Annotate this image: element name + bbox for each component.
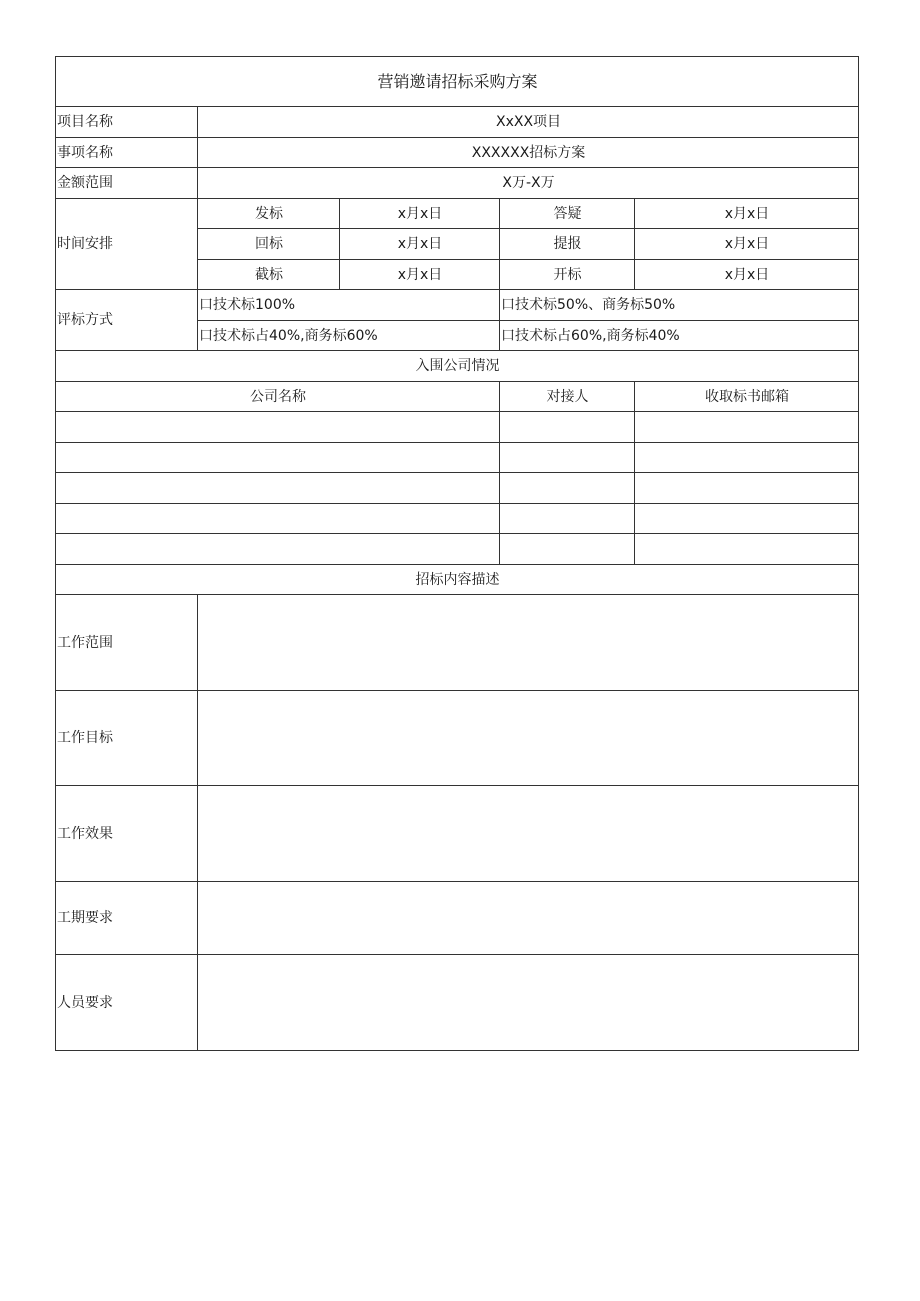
project-label: 项目名称 (56, 107, 198, 138)
evaluation-option[interactable]: 口技术标100% (198, 290, 500, 321)
content-section-title: 招标内容描述 (56, 565, 859, 595)
column-header-contact: 对接人 (500, 382, 635, 412)
evaluation-option[interactable]: 口技术标占60%,商务标40% (500, 321, 859, 351)
content-label: 工期要求 (56, 882, 198, 955)
evaluation-option[interactable]: 口技术标占40%,商务标60% (198, 321, 500, 351)
company-cell[interactable] (56, 534, 500, 565)
content-title-row (56, 565, 859, 595)
procurement-plan-form (55, 56, 859, 1051)
schedule-item-label: 提报 (500, 229, 635, 260)
amount-value[interactable]: X万-X万 (198, 168, 859, 199)
content-label: 工作目标 (56, 691, 198, 786)
schedule-date[interactable]: x月x日 (340, 199, 500, 229)
schedule-date[interactable]: x月x日 (340, 260, 500, 290)
contact-cell[interactable] (500, 504, 635, 534)
schedule-row (56, 199, 859, 229)
schedule-label: 时间安排 (56, 199, 198, 290)
contact-cell[interactable] (500, 443, 635, 473)
contact-cell[interactable] (500, 412, 635, 443)
table-row (56, 504, 859, 534)
schedule-item-label: 发标 (198, 199, 340, 229)
content-row (56, 955, 859, 1051)
email-cell[interactable] (635, 534, 859, 565)
amount-label: 金额范围 (56, 168, 198, 199)
matter-value[interactable]: XXXXXX招标方案 (198, 138, 859, 168)
content-row (56, 786, 859, 882)
column-header-company: 公司名称 (56, 382, 500, 412)
company-cell[interactable] (56, 443, 500, 473)
company-cell[interactable] (56, 504, 500, 534)
project-value[interactable]: XxXX项目 (198, 107, 859, 138)
schedule-date[interactable]: x月x日 (635, 260, 859, 290)
schedule-date[interactable]: x月x日 (635, 199, 859, 229)
matter-row (56, 138, 859, 168)
content-value[interactable] (198, 882, 859, 955)
content-row (56, 595, 859, 691)
table-row (56, 412, 859, 443)
amount-row (56, 168, 859, 199)
title-row (56, 57, 859, 107)
content-value[interactable] (198, 786, 859, 882)
shortlist-title-row (56, 351, 859, 382)
content-row (56, 691, 859, 786)
table-row (56, 473, 859, 504)
matter-label: 事项名称 (56, 138, 198, 168)
email-cell[interactable] (635, 504, 859, 534)
shortlist-header-row (56, 382, 859, 412)
email-cell[interactable] (635, 412, 859, 443)
content-label: 人员要求 (56, 955, 198, 1051)
evaluation-label: 评标方式 (56, 290, 198, 351)
schedule-item-label: 开标 (500, 260, 635, 290)
contact-cell[interactable] (500, 534, 635, 565)
email-cell[interactable] (635, 443, 859, 473)
column-header-email: 收取标书邮箱 (635, 382, 859, 412)
content-value[interactable] (198, 955, 859, 1051)
shortlist-section-title: 入围公司情况 (56, 351, 859, 382)
company-cell[interactable] (56, 473, 500, 504)
table-row (56, 443, 859, 473)
content-value[interactable] (198, 691, 859, 786)
form-title: 营销邀请招标采购方案 (56, 57, 859, 107)
table-row (56, 534, 859, 565)
company-cell[interactable] (56, 412, 500, 443)
evaluation-row (56, 290, 859, 321)
evaluation-option[interactable]: 口技术标50%、商务标50% (500, 290, 859, 321)
schedule-date[interactable]: x月x日 (340, 229, 500, 260)
schedule-item-label: 回标 (198, 229, 340, 260)
schedule-date[interactable]: x月x日 (635, 229, 859, 260)
email-cell[interactable] (635, 473, 859, 504)
project-row (56, 107, 859, 138)
content-row (56, 882, 859, 955)
content-label: 工作范围 (56, 595, 198, 691)
content-label: 工作效果 (56, 786, 198, 882)
schedule-item-label: 答疑 (500, 199, 635, 229)
schedule-item-label: 截标 (198, 260, 340, 290)
contact-cell[interactable] (500, 473, 635, 504)
content-value[interactable] (198, 595, 859, 691)
